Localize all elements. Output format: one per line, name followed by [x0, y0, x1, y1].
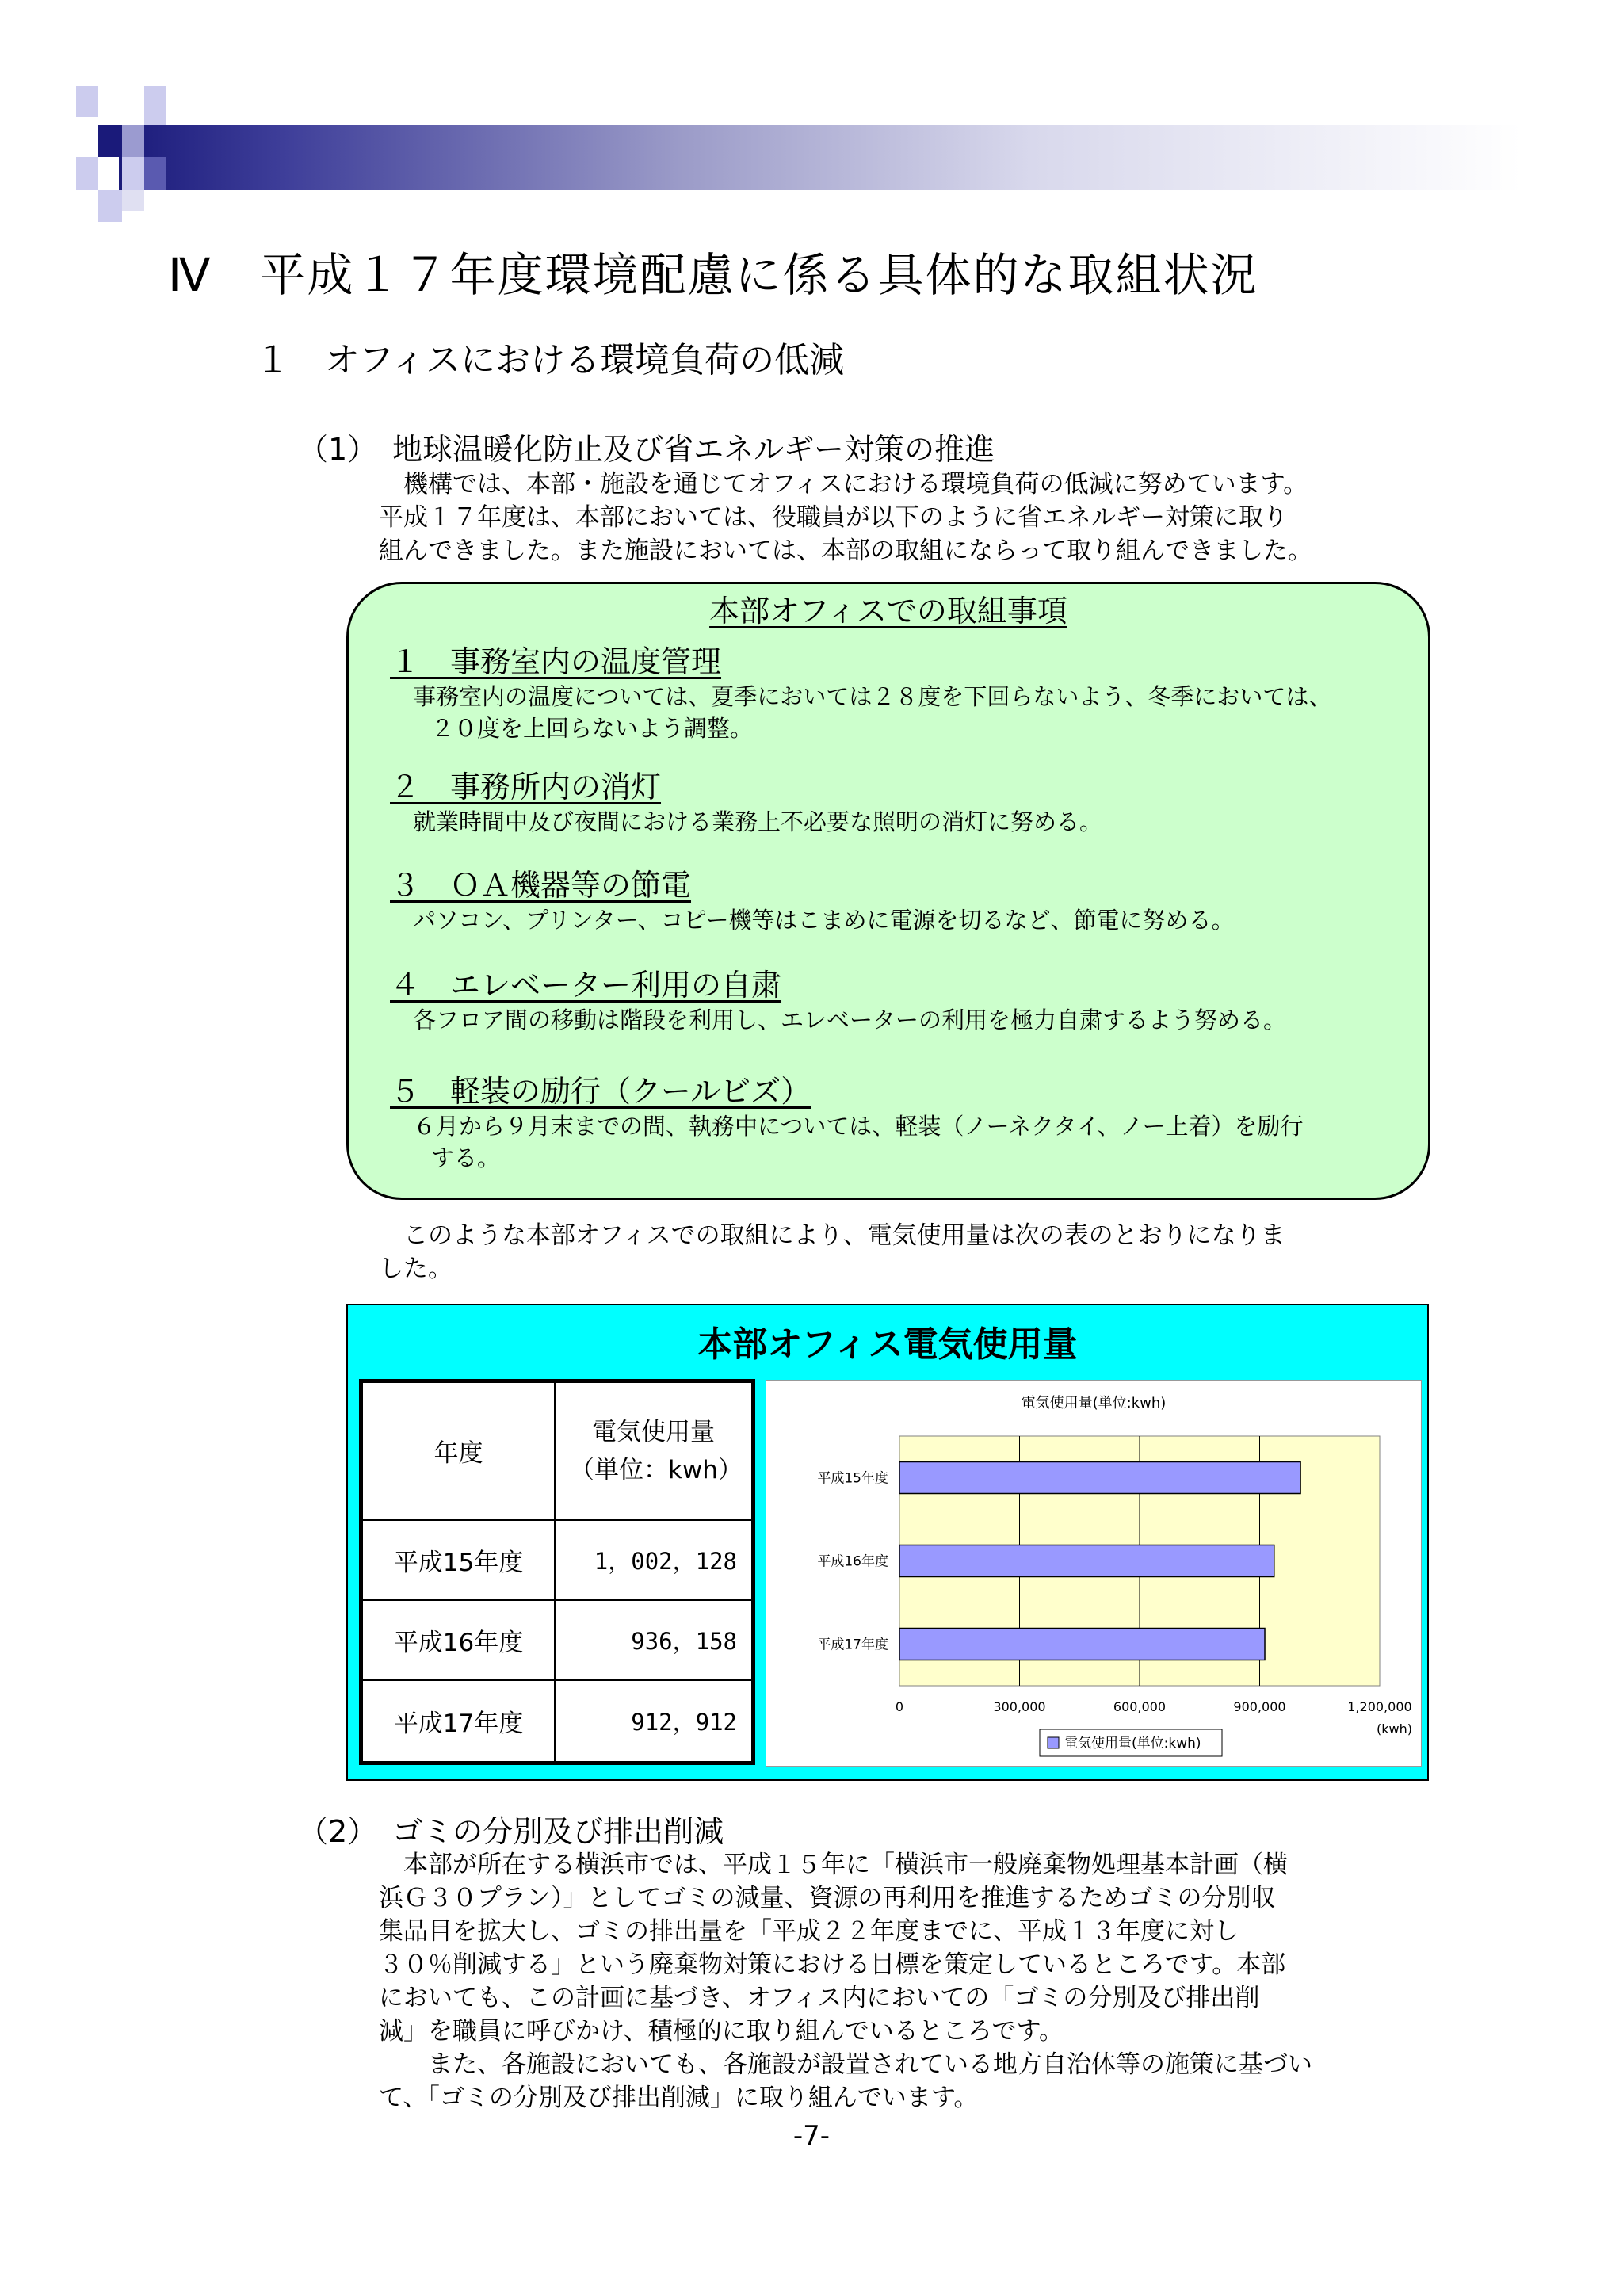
measure-text: パソコン、プリンター、コピー機等はこまめに電源を切るなど、節電に努める。 — [390, 907, 1235, 934]
header-decoration-square — [76, 86, 98, 117]
measure-heading: ５ 軽装の励行（クールビズ） — [390, 1074, 812, 1109]
header-decoration-square — [144, 157, 166, 190]
row-year: 平成15年度 — [361, 1520, 556, 1600]
measure-heading: ４ エレベーター利用の自粛 — [390, 968, 782, 1003]
paragraph-line: ３０％削減する」という廃棄物対策における目標を策定しているところです。本部 — [379, 1950, 1286, 1979]
paragraph-line: においても、この計画に基づき、オフィス内においての「ゴミの分別及び排出削 — [379, 1984, 1260, 2012]
header-decoration-square — [122, 125, 144, 157]
page-title: Ⅳ 平成１７年度環境配慮に係る具体的な取組状況 — [168, 248, 1258, 302]
row-year: 平成16年度 — [361, 1600, 556, 1680]
header-decoration-square — [144, 86, 166, 125]
category-label: 平成16年度 — [817, 1553, 888, 1570]
x-unit-label: (kwh) — [1377, 1721, 1412, 1736]
measure-item — [390, 961, 1286, 1036]
measure-text: 就業時間中及び夜間における業務上不必要な照明の消灯に努める。 — [390, 808, 1103, 835]
header-decoration-square — [122, 190, 144, 211]
subsection-heading-2: （2） ゴミの分別及び排出削減 — [298, 1814, 724, 1849]
measure-text: ２０度を上回らないよう調整。 — [431, 715, 754, 742]
x-tick-label: 1,200,000 — [1347, 1699, 1412, 1714]
bar — [899, 1545, 1274, 1577]
category-label: 平成15年度 — [817, 1470, 888, 1487]
x-tick-label: 0 — [895, 1699, 904, 1714]
paragraph-line: また、各施設においても、各施設が設置されている地方自治体等の施策に基づい — [379, 2050, 1312, 2079]
row-value: 936，158 — [555, 1600, 754, 1680]
usage-chart — [766, 1380, 1422, 1767]
header-decoration-square — [122, 157, 144, 190]
measure-item — [390, 1067, 1303, 1174]
table-row — [361, 1680, 754, 1763]
x-tick-label: 300,000 — [993, 1699, 1046, 1714]
row-value: 1，002，128 — [555, 1520, 754, 1600]
paragraph-line: 浜Ｇ３０プラン）」としてゴミの減量、資源の再利用を推進するためゴミの分別収 — [379, 1884, 1276, 1912]
x-tick-label: 600,000 — [1113, 1699, 1167, 1714]
table-header-row — [361, 1381, 754, 1520]
paragraph-line: 組んできました。また施設においては、本部の取組にならって取り組んできました。 — [379, 537, 1312, 565]
measure-item — [390, 861, 1234, 936]
measure-text: 各フロア間の移動は階段を利用し、エレベーターの利用を極力自粛するよう努める。 — [390, 1007, 1287, 1033]
usage-chart-svg — [766, 1381, 1421, 1766]
intro-paragraph — [379, 468, 1312, 567]
measure-item — [390, 637, 1331, 744]
measure-text: ６月から９月末までの間、執務中については、軽装（ノーネクタイ、ノー上着）を励行 — [390, 1113, 1304, 1140]
measure-heading: １ 事務室内の温度管理 — [390, 644, 722, 679]
header-gradient-band — [119, 125, 1522, 190]
paragraph-line: このような本部オフィスでの取組により、電気使用量は次の表のとおりになりま — [379, 1221, 1285, 1250]
legend-label: 電気使用量(単位:kwh) — [1064, 1736, 1201, 1752]
paragraph-line: 減」を職員に呼びかけ、積極的に取り組んでいるところです。 — [379, 2017, 1064, 2046]
section-heading: １ オフィスにおける環境負荷の低減 — [255, 340, 845, 380]
measure-heading: ３ ＯＡ機器等の節電 — [390, 868, 692, 903]
result-paragraph — [379, 1219, 1285, 1286]
table-row — [361, 1520, 754, 1600]
category-label: 平成17年度 — [817, 1637, 888, 1653]
table-row — [361, 1600, 754, 1680]
measures-box-title: 本部オフィスでの取組事項 — [709, 594, 1067, 628]
bar — [899, 1629, 1265, 1660]
header-decoration-square — [98, 125, 122, 157]
legend-swatch — [1048, 1737, 1059, 1748]
header-usage: 電気使用量 （単位：kwh） — [555, 1381, 754, 1520]
x-tick-label: 900,000 — [1233, 1699, 1286, 1714]
measure-item — [390, 762, 1102, 838]
measure-text: 事務室内の温度については、夏季においては２８度を下回らないよう、冬季においては、 — [390, 683, 1332, 710]
header-decoration-square — [76, 157, 98, 190]
paragraph-line: 機構では、本部・施設を通じてオフィスにおける環境負荷の低減に努めています。 — [379, 470, 1308, 499]
waste-paragraph — [379, 1848, 1312, 2115]
usage-panel-title: 本部オフィス電気使用量 — [697, 1324, 1078, 1365]
row-year: 平成17年度 — [361, 1680, 556, 1763]
row-value: 912，912 — [555, 1680, 754, 1763]
usage-table — [359, 1379, 755, 1765]
measure-text: する。 — [431, 1144, 501, 1171]
header-decoration-square — [98, 190, 122, 222]
measure-heading: ２ 事務所内の消灯 — [390, 770, 662, 804]
paragraph-line: した。 — [379, 1255, 453, 1283]
subsection-heading-1: （1） 地球温暖化防止及び省エネルギー対策の推進 — [298, 432, 995, 467]
page-number: -7- — [792, 2120, 831, 2152]
paragraph-line: て、「ゴミの分別及び排出削減」に取り組んでいます。 — [379, 2084, 979, 2112]
header-year: 年度 — [361, 1381, 556, 1520]
paragraph-line: 平成１７年度は、本部においては、役職員が以下のように省エネルギー対策に取り — [379, 503, 1288, 532]
chart-title: 電気使用量(単位:kwh) — [1021, 1395, 1167, 1412]
paragraph-line: 本部が所在する横浜市では、平成１５年に「横浜市一般廃棄物処理基本計画（横 — [379, 1851, 1288, 1879]
paragraph-line: 集品目を拡大し、ゴミの排出量を「平成２２年度までに、平成１３年度に対し — [379, 1917, 1239, 1946]
bar — [899, 1462, 1300, 1494]
